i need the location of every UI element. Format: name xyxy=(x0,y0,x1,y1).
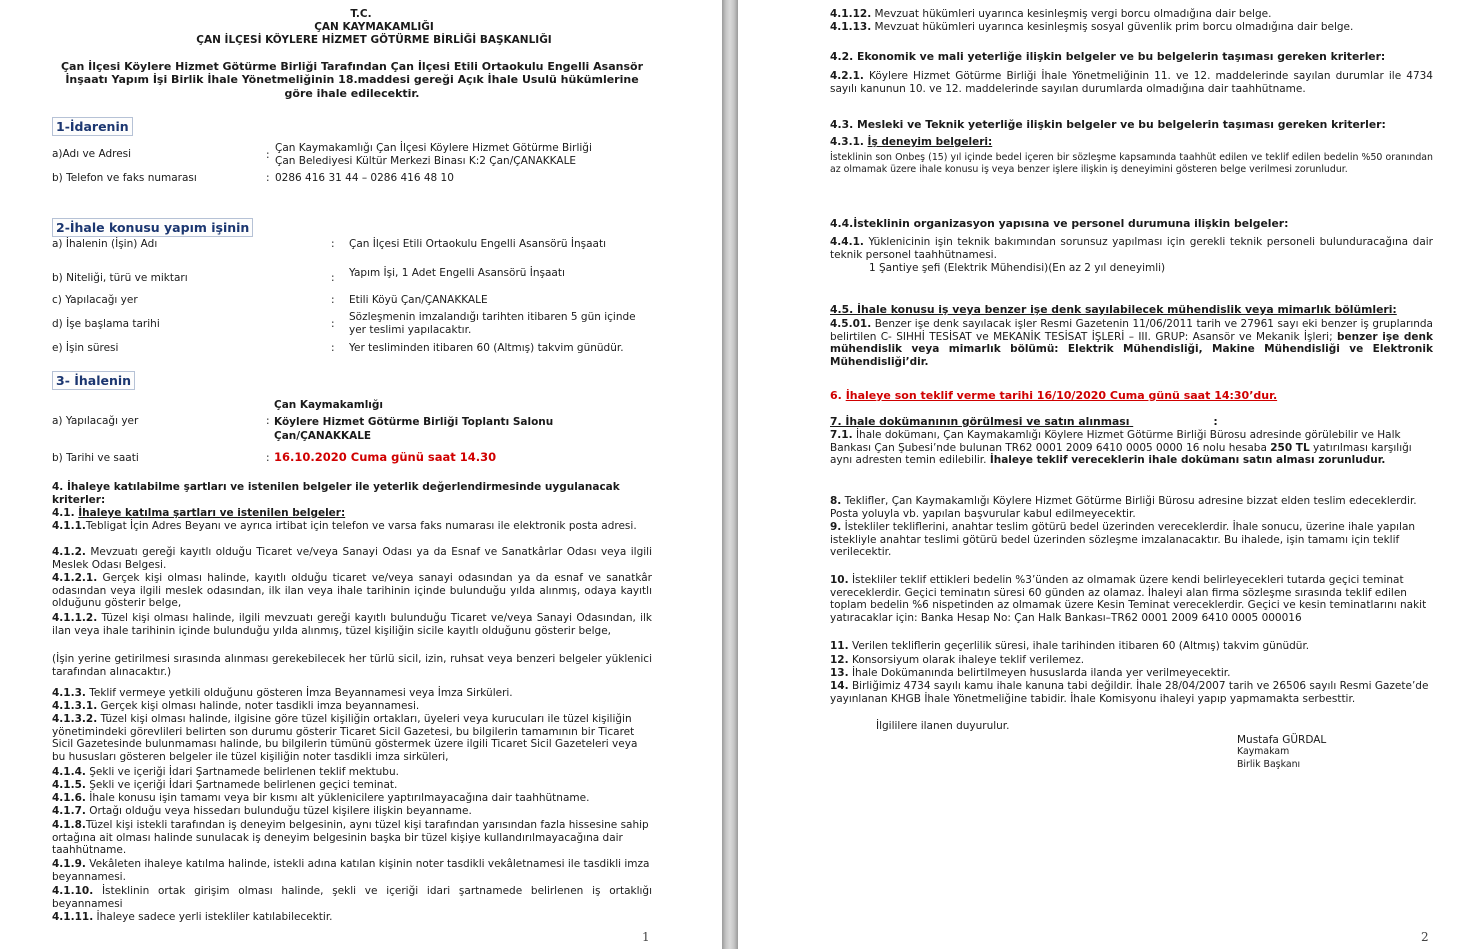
tender-date-colon: : xyxy=(266,452,270,464)
para-text: Yüklenicinin işin teknik bakımından sorunsuz yapılması için gerekli teknik personeli bulunduracağına dair teknik personel taahhütnamesi. xyxy=(830,236,1433,261)
work-name-colon: : xyxy=(331,238,335,250)
phone-label: b) Telefon ve faks numarası xyxy=(52,172,197,184)
para-4-1-11 xyxy=(52,911,652,924)
duration-label: e) İşin süresi xyxy=(52,342,119,354)
para-number: 4.1.3. xyxy=(52,687,86,699)
para-text: Tüzel kişi olması halinde, ilgili mevzuatı gereği kayıtlı bulunduğu Ticaret ve/veya Sanayi Odasından, ilk ilan veya ihale tarihinin içinde bulunduğu yılda alınmış, tüzel kişiliğin sicile kayıtlı olduğunu gösterir belge, xyxy=(52,612,652,637)
heading-4-2: 4.2. Ekonomik ve mali yeterliğe ilişkin belgeler ve bu belgelerin taşıması gereken kriterler: xyxy=(830,50,1386,63)
heading-colon: : xyxy=(1213,415,1218,428)
para-number: 12. xyxy=(830,654,849,666)
para-text: Benzer işe denk sayılacak işler Resmi Gazetenin 11/06/2011 tarih ve 27961 sayı eki benzer iş gruplarında belirtilen C- SIHHİ TESİSAT ve MEKANİK TESİSAT İŞLERİ – III. GRUP: Asansör ve Mekanik İşleri; xyxy=(830,318,1433,343)
para-number: 11. xyxy=(830,640,849,652)
site-chief-requirement: 1 Şantiye şefi (Elektrik Mühendisi)(En az 2 yıl deneyimli) xyxy=(869,262,1166,274)
tender-place-line-1: Çan Kaymakamlığı xyxy=(274,399,384,411)
para-13 xyxy=(830,667,1433,680)
para-4-1-10 xyxy=(52,885,652,910)
work-type-value: Yapım İşi, 1 Adet Engelli Asansörü İnşaatı xyxy=(349,267,565,279)
para-number: 4.1.13. xyxy=(830,21,872,33)
para-number: 4.1.2.1. xyxy=(52,572,98,584)
para-bold-text: İhaleye teklif vereceklerin ihale dokümanı satın alması zorunludur. xyxy=(989,454,1386,467)
signature-title-1: Kaymakam xyxy=(1237,746,1290,757)
para-number: 4.1.3.2. xyxy=(52,713,98,725)
para-4-1-8 xyxy=(52,819,652,857)
duration-colon: : xyxy=(331,342,335,354)
para-number: 4.1.7. xyxy=(52,805,86,817)
section-1-heading: 1-İdarenin xyxy=(52,117,133,136)
para-text: Verilen tekliflerin geçerlilik süresi, ihale tarihinden itibaren 60 (Altmış) takvim günüdür. xyxy=(851,640,1310,652)
work-name-label: a) İhalenin (İşin) Adı xyxy=(52,238,158,250)
para-number: 4.1.1. xyxy=(52,520,86,532)
address-line-2: Çan Belediyesi Kültür Merkezi Binası K:2 Çan/ÇANAKKALE xyxy=(275,155,577,167)
para-number: 4.1.2. xyxy=(52,546,86,558)
para-text: Mevzuat hükümleri uyarınca kesinleşmiş vergi borcu olmadığına dair belge. xyxy=(874,8,1272,20)
para-bold-text: benzer işe denk mühendislik veya mimarlık bölümü: Elektrik Mühendisliği, Makine Mühendisliği ve Elektronik Mühendisliği’dir. xyxy=(830,330,1433,368)
address-colon: : xyxy=(266,149,270,161)
para-text: Şekli ve içeriği İdari Şartnamede belirlenen teklif mektubu. xyxy=(89,766,399,778)
para-number: 9. xyxy=(830,521,842,533)
para-text: İsteklinin ortak girişim olması halinde, şekli ve içeriği idari şartnamede belirlenen iş ortaklığı beyannamesi xyxy=(52,885,652,910)
deadline-text: İhaleye son teklif verme tarihi 16/10/2020 Cuma günü saat 14:30’dur. xyxy=(845,389,1278,402)
start-date-value: Sözleşmenin imzalandığı tarihten itibaren 5 gün içinde yer teslimi yapılacaktır. xyxy=(349,311,636,336)
para-4-3-1: İsteklinin son Onbeş (15) yıl içinde bedel içeren bir sözleşme kapsamında taahhüt edilen ve teklif edilen bedelin %50 oranından az olmamak üzere ihale konusu iş veya benzer işlere ilişkin iş deneyimini gösteren belge verilmesi zorunludur. xyxy=(830,152,1433,175)
para-4-1-6 xyxy=(52,792,652,805)
page-number-1: 1 xyxy=(642,930,650,944)
para-text: Köylere Hizmet Götürme Birliği İhale Yönetmeliğinin 11. ve 12. maddelerinde sayılan durumlar ile 4734 sayılı kanunun 10. ve 12. maddelerinde sayılan durumlarda olmadığına dair taahhütname. xyxy=(830,70,1433,95)
para-4-5-01 xyxy=(830,318,1433,368)
para-number: 7.1. xyxy=(830,429,853,441)
permits-note: (İşin yerine getirilmesi sırasında alınması gerekebilecek her türlü sicil, izin, ruhsat veya benzeri belgeler yüklenici tarafından alınacaktır.) xyxy=(52,653,652,678)
section-2-heading: 2-İhale konusu yapım işinin xyxy=(52,218,253,237)
para-number: 4.1.10. xyxy=(52,885,94,897)
para-text: İstekliler teklif ettikleri bedelin %3’ünden az olmamak üzere kendi belirleyecekleri tutarda geçici teminat vereceklerdir. Geçici teminatın süresi 60 günden az olamaz. İhaleyi alan firma sözleşme sırasında teklif edilen toplam bedelin %6 nispetinden az olmamak üzere Kesin Teminat vereceklerdir. Geçici ve kesin teminatlarını nakit yatıracaklar için: Banka Hesap No: Çan Halk Bankası–TR62 0001 2009 6410 0005 000016 xyxy=(830,574,1427,624)
heading-number: 6. xyxy=(830,389,842,402)
heading-4-3: 4.3. Mesleki ve Teknik yeterliğe ilişkin belgeler ve bu belgelerin taşıması gereken kriterler: xyxy=(830,118,1386,131)
para-4-1-4 xyxy=(52,766,652,779)
header-birlik: ÇAN İLÇESİ KÖYLERE HİZMET GÖTÜRME BİRLİĞİ BAŞKANLIĞI xyxy=(196,34,552,46)
para-text: Teklif vermeye yetkili olduğunu gösteren İmza Beyannamesi veya İmza Sirküleri. xyxy=(89,687,513,699)
page-separator xyxy=(722,0,738,949)
heading-4-4: 4.4.İsteklinin organizasyon yapısına ve personel durumuna ilişkin belgeler: xyxy=(830,217,1289,230)
closing-line: İlgililere ilanen duyurulur. xyxy=(876,720,1010,732)
para-text: Mevzuat hükümleri uyarınca kesinleşmiş sosyal güvenlik prim borcu olmadığına dair belge. xyxy=(874,21,1354,33)
para-text: Tüzel kişi olması halinde, ilgisine göre tüzel kişiliğin ortakları, üyeleri veya kurucuları ile tüzel kişiliğin yönetimindeki görevlileri belirten son durumu gösterir Ticaret Sicil Gazetesi, bu bilgilerin tamamının bir Ticaret Sicil Gazetesinde bulunmaması halinde, bu bilgilerin tümünü göstermek üzere ilgili Ticaret Sicil Gazeteleri veya bu hususları gösteren belgeler ile tüzel kişiliğin noter tasdikli imza sirküleri, xyxy=(52,713,638,763)
item-4-1-title: İhaleye katılma şartları ve istenilen belgeler: xyxy=(78,507,346,519)
work-type-label: b) Niteliği, türü ve miktarı xyxy=(52,272,188,284)
work-place-label: c) Yapılacağı yer xyxy=(52,294,138,306)
para-12 xyxy=(830,654,1433,667)
tender-date-value: 16.10.2020 Cuma günü saat 14.30 xyxy=(274,450,497,464)
para-14 xyxy=(830,680,1433,705)
item-4-1-heading xyxy=(52,507,345,520)
para-4-1-1-2 xyxy=(52,612,652,637)
para-text: İhale konusu işin tamamı veya bir kısmı alt yüklenicilere yaptırılmayacağına dair taahhütname. xyxy=(89,792,590,804)
para-4-1-7 xyxy=(52,805,652,818)
para-number: 4.1.5. xyxy=(52,779,86,791)
para-text: Tüzel kişi istekli tarafından iş deneyim belgesinin, aynı tüzel kişi tarafından yarısından fazla hissesine sahip ortağına ait olması halinde sunulacak iş deneyim belgesinin başka bir tüzel kişiye kullandırılmayacağına dair taahhütname. xyxy=(52,819,649,857)
para-number: 4.2.1. xyxy=(830,70,864,82)
tender-place-label: a) Yapılacağı yer xyxy=(52,415,139,427)
work-place-value: Etili Köyü Çan/ÇANAKKALE xyxy=(349,294,488,306)
para-number: 4.1.11. xyxy=(52,911,94,923)
page-number-2: 2 xyxy=(1421,930,1429,944)
item-4-heading: 4. İhaleye katılabilme şartları ve istenilen belgeler ile yeterlik değerlendirmesinde uygulanacak kriterler: xyxy=(52,481,620,506)
heading-text: 7. İhale dokümanının görülmesi ve satın alınması xyxy=(830,415,1130,428)
start-date-colon: : xyxy=(331,318,335,330)
para-number: 4.1.6. xyxy=(52,792,86,804)
para-text: İstekliler tekliflerini, anahtar teslim götürü bedel üzerinden vereceklerdir. İhale sonucu, üzerine ihale yapılan istekliyle anahtar teslimi götürü bedel üzerinden sözleşme imzalanacaktır. Bu ihalede, işin tamamı için teklif verilecektir. xyxy=(830,521,1416,559)
para-7-1 xyxy=(830,429,1433,467)
heading-4-3-1 xyxy=(830,136,992,149)
para-text-after: yatırılması karşılığı aynı adresten temin edilebilir. xyxy=(830,441,1412,467)
para-text: Gerçek kişi olması halinde, noter tasdikli imza beyannamesi. xyxy=(100,700,420,712)
para-text: İhale Dokümanında belirtilmeyen hususlarda ilanda yer verilmeyecektir. xyxy=(851,667,1231,679)
para-10 xyxy=(830,574,1433,624)
para-number: 4.1.4. xyxy=(52,766,86,778)
header-kaymakamlik: ÇAN KAYMAKAMLIĞI xyxy=(314,21,434,33)
para-number: 10. xyxy=(830,574,849,586)
para-number: 4.1.9. xyxy=(52,858,86,870)
tender-place-line-2: Köylere Hizmet Götürme Birliği Toplantı Salonu xyxy=(274,416,554,428)
para-9 xyxy=(830,521,1433,559)
signature-title-2: Birlik Başkanı xyxy=(1237,759,1301,770)
heading-7 xyxy=(830,416,1218,429)
tender-date-label: b) Tarihi ve saati xyxy=(52,452,139,464)
para-4-1-12 xyxy=(830,8,1271,21)
address-label: a)Adı ve Adresi xyxy=(52,148,132,160)
para-4-1-5 xyxy=(52,779,652,792)
para-4-1-2-1 xyxy=(52,572,652,610)
para-number: 13. xyxy=(830,667,849,679)
para-4-1-3-1 xyxy=(52,700,652,713)
para-text: İhale dokümanı, Çan Kaymakamlığı Köylere Hizmet Götürme Birliği Bürosu adresinde görülebilir ve Halk Bankası Çan Şubesi’nde bulunan TR62 0001 2009 6410 0005 0000 16 nolu hesaba xyxy=(830,429,1401,454)
heading-spacer xyxy=(1129,416,1213,429)
work-place-colon: : xyxy=(331,294,335,306)
para-number: 4.1.3.1. xyxy=(52,700,98,712)
para-number: 4.4.1. xyxy=(830,236,864,248)
para-text: İhaleye sadece yerli istekliler katılabilecektir. xyxy=(96,911,333,923)
phone-value: 0286 416 31 44 – 0286 416 48 10 xyxy=(275,172,454,184)
phone-colon: : xyxy=(266,172,270,184)
para-text: Konsorsiyum olarak ihaleye teklif verilemez. xyxy=(851,654,1085,666)
para-number: 4.5.01. xyxy=(830,318,872,330)
para-4-1-3 xyxy=(52,687,652,700)
para-4-1-13 xyxy=(830,21,1353,34)
para-4-1-2 xyxy=(52,546,652,571)
para-8 xyxy=(830,495,1433,520)
para-4-1-9 xyxy=(52,858,652,883)
para-4-1-3-2 xyxy=(52,713,652,763)
section-3-heading: 3- İhalenin xyxy=(52,371,135,390)
para-4-2-1 xyxy=(830,70,1433,95)
heading-6 xyxy=(830,390,1277,403)
para-text: Şekli ve içeriği İdari Şartnamede belirlenen geçici teminat. xyxy=(89,779,398,791)
para-4-1-1 xyxy=(52,520,652,533)
para-number: 14. xyxy=(830,680,849,692)
para-text: Teklifler, Çan Kaymakamlığı Köylere Hizmet Götürme Birliği Bürosu adresine bizzat elden teslim edeceklerdir. Posta yoluyla vb. yapılan başvurular kabul edilmeyecektir. xyxy=(830,495,1417,520)
document-fee: 250 TL xyxy=(1270,441,1310,454)
tender-place-line-3: Çan/ÇANAKKALE xyxy=(274,430,372,442)
para-4-4-1 xyxy=(830,236,1433,261)
duration-value: Yer tesliminden itibaren 60 (Altmış) takvim günüdür. xyxy=(349,342,624,354)
intro-paragraph: Çan İlçesi Köylere Hizmet Götürme Birliği Tarafından Çan İlçesi Etili Ortaokulu Engelli Asansör İnşaatı Yapım İşi Birlik İhale Yönetmeliğinin 18.maddesi gereği Açık İhale Usulü hükümlerine göre ihale edilecektir. xyxy=(60,60,643,100)
para-11 xyxy=(830,640,1433,653)
para-text: Birliğimiz 4734 sayılı kamu ihale kanuna tabi değildir. İhale 28/04/2007 tarih ve 26506 sayılı Resmi Gazete’de yayınlanan KHGB İhale Yönetmeliğine tabidir. İhale Komisyonu ihaleyi yapıp yapmamakta serbesttir. xyxy=(830,680,1429,705)
heading-4-5: 4.5. İhale konusu iş veya benzer işe denk sayılabilecek mühendislik veya mimarlık bölümleri: xyxy=(830,303,1397,316)
para-number: 8. xyxy=(830,495,842,507)
heading-number: 4.3.1. xyxy=(830,136,864,148)
para-number: 4.1.12. xyxy=(830,8,872,20)
start-date-label: d) İşe başlama tarihi xyxy=(52,318,160,330)
header-tc: T.C. xyxy=(350,8,372,20)
para-text: Tebligat İçin Adres Beyanı ve ayrıca irtibat için telefon ve varsa faks numarası ile elektronik posta adresi. xyxy=(85,520,637,532)
work-type-colon: : xyxy=(331,272,335,284)
para-text: Gerçek kişi olması halinde, kayıtlı olduğu ticaret ve/veya sanayi odasından ya da esnaf ve sanatkâr odasından veya ilgili meslek odasından, ilk ilan veya ihale tarihinin içinde bulunduğu yılda alınmış, odaya kayıtlı olduğunu gösterir belge, xyxy=(52,572,652,610)
para-number: 4.1.1.2. xyxy=(52,612,98,624)
para-number: 4.1.8. xyxy=(52,819,86,831)
heading-text: İş deneyim belgeleri: xyxy=(867,136,993,148)
tender-place-colon: : xyxy=(266,415,270,427)
para-text: Ortağı olduğu veya hissedarı bulunduğu tüzel kişilere ilişkin beyanname. xyxy=(89,805,472,817)
item-4-1-number: 4.1. xyxy=(52,507,75,519)
work-name-value: Çan İlçesi Etili Ortaokulu Engelli Asansörü İnşaatı xyxy=(349,238,607,250)
address-line-1: Çan Kaymakamlığı Çan İlçesi Köylere Hizmet Götürme Birliği xyxy=(275,142,592,154)
para-text: Vekâleten ihaleye katılma halinde, istekli adına katılan kişinin noter tasdikli vekâletnamesi ile tasdikli imza beyannamesi. xyxy=(52,858,650,883)
para-text: Mevzuatı gereği kayıtlı olduğu Ticaret ve/veya Sanayi Odası ya da Esnaf ve Sanatkârlar Odası veya ilgili Meslek Odası Belgesi. xyxy=(52,546,652,571)
document-page-1 xyxy=(0,0,722,949)
document-page-2 xyxy=(738,0,1478,949)
signature-name: Mustafa GÜRDAL xyxy=(1237,734,1327,746)
